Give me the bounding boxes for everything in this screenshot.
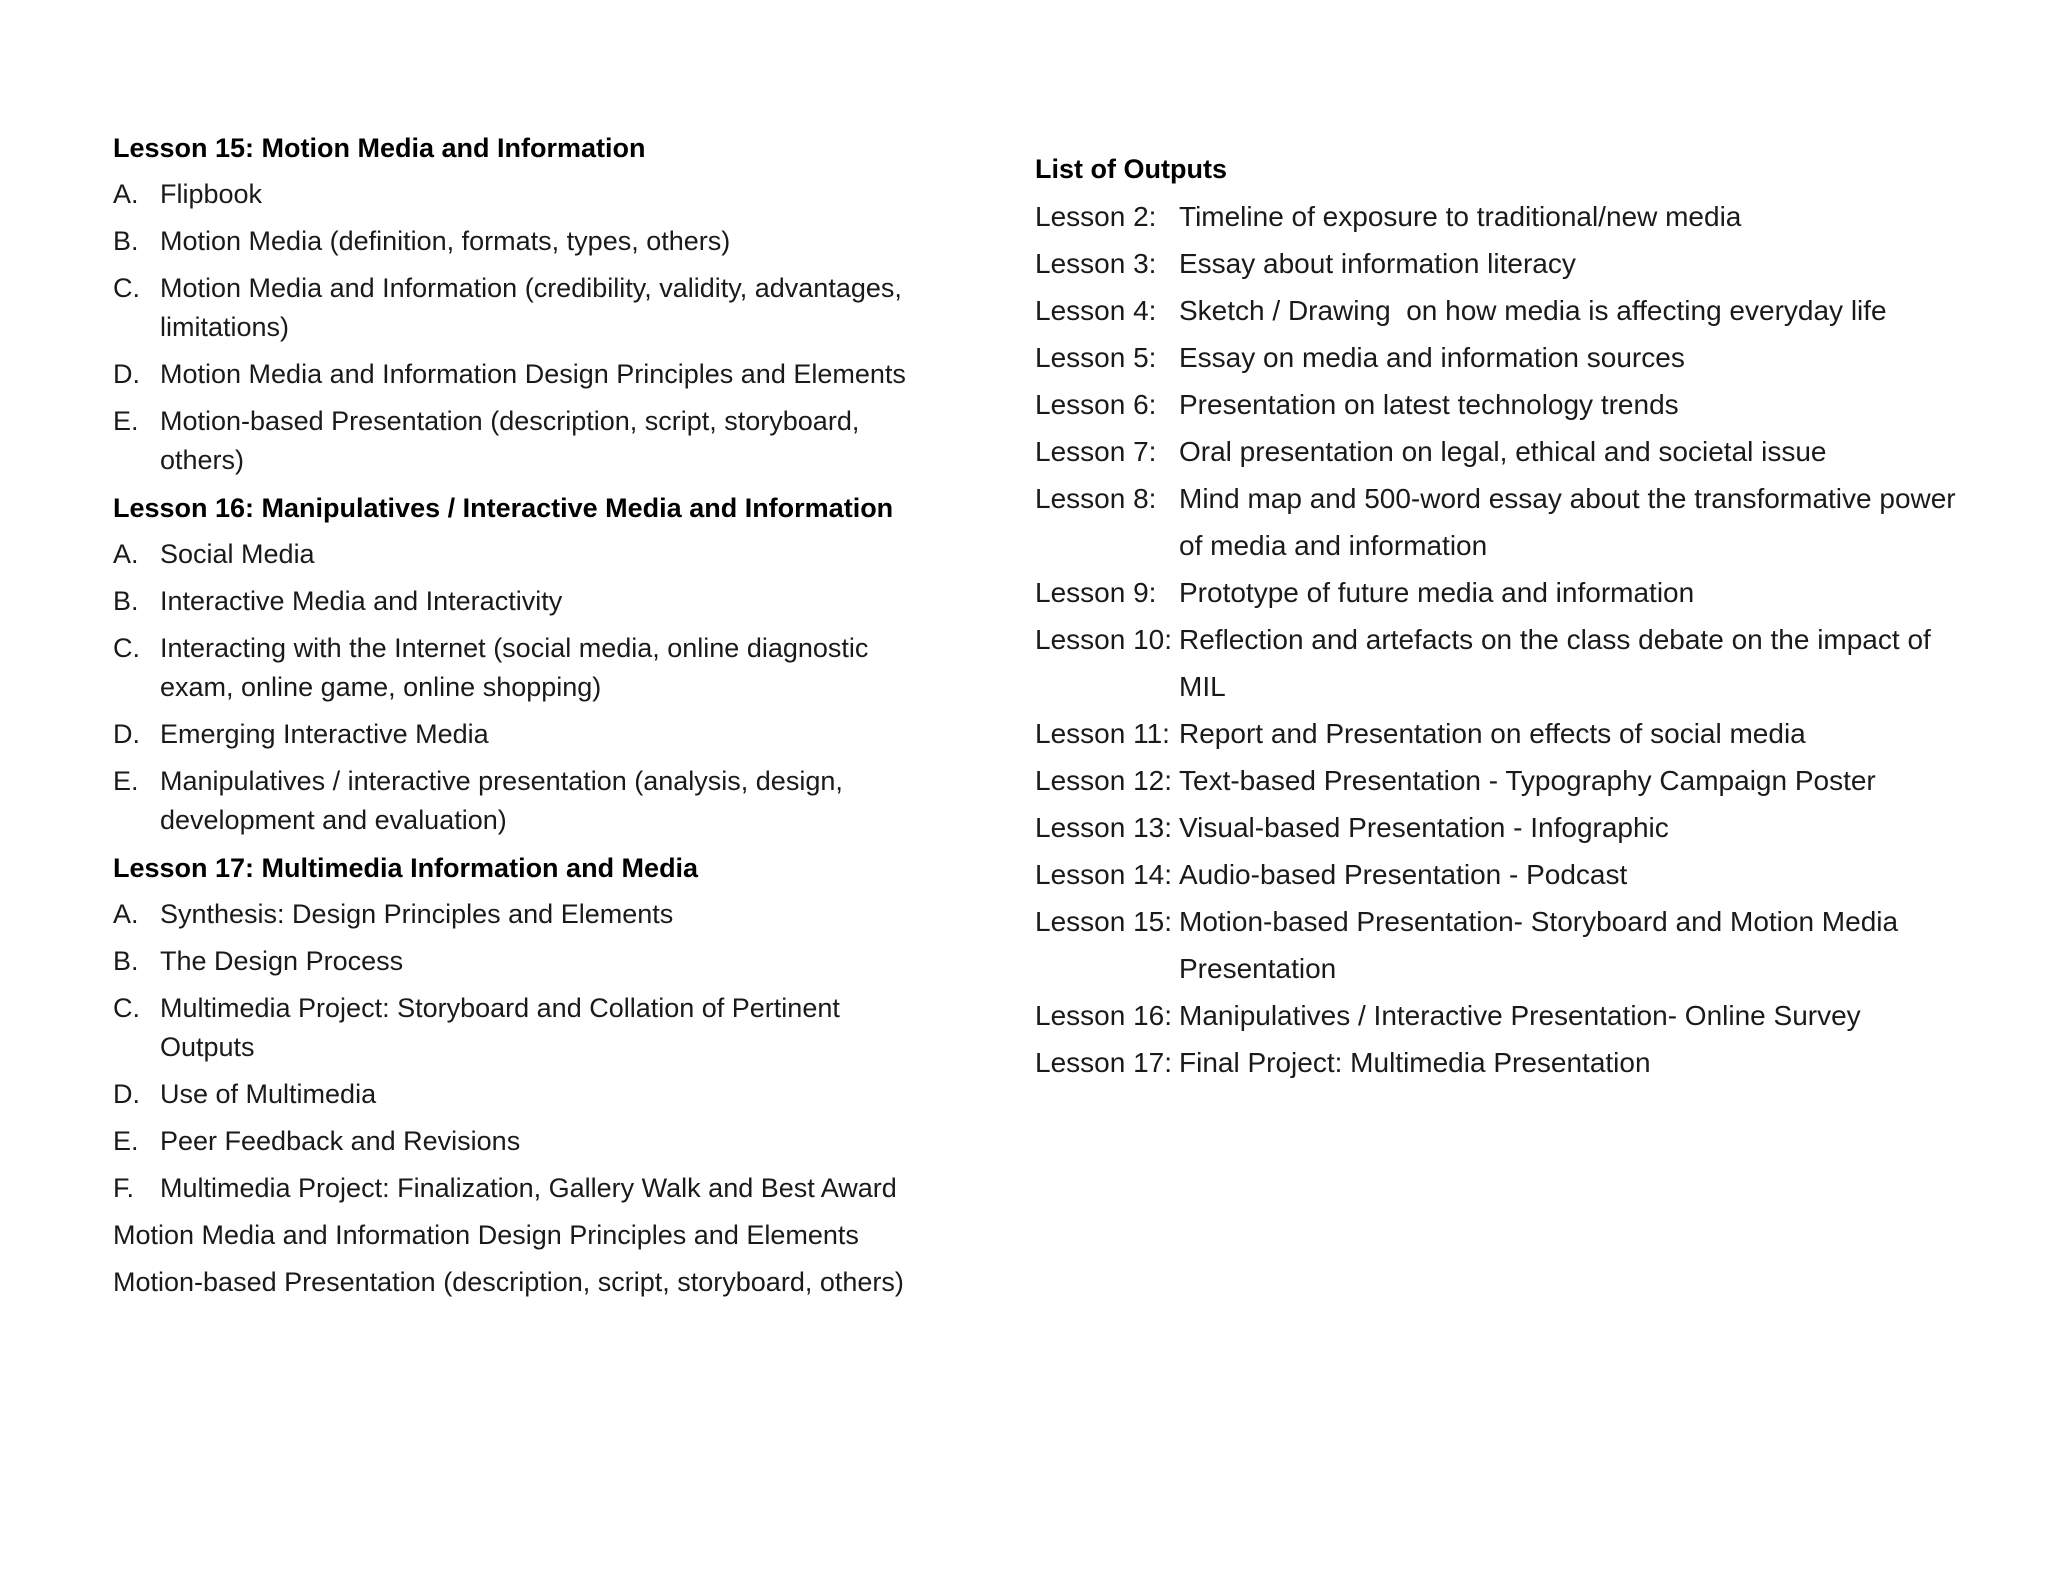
output-text: Essay about information literacy — [1179, 248, 1576, 279]
output-lesson-label: Lesson 8: — [1035, 483, 1157, 514]
list-item — [113, 762, 933, 840]
list-item — [113, 175, 933, 214]
list-item-text: Social Media — [160, 539, 315, 569]
output-text: Report and Presentation on effects of social media — [1179, 718, 1806, 749]
list-item-letter: B. — [113, 946, 139, 976]
output-row — [1035, 475, 1975, 569]
output-text: Oral presentation on legal, ethical and societal issue — [1179, 436, 1827, 467]
list-item-text: Multimedia Project: Finalization, Gallery Walk and Best Award — [160, 1173, 897, 1203]
list-item-text: Motion Media and Information (credibility, validity, advantages, limitations) — [160, 273, 902, 342]
outputs-column — [1035, 146, 1975, 1086]
output-lesson-label: Lesson 2: — [1035, 201, 1157, 232]
output-lesson-label: Lesson 4: — [1035, 295, 1157, 326]
lesson-16-heading: Lesson 16: Manipulatives / Interactive Media and Information — [113, 493, 894, 523]
output-row — [1035, 898, 1975, 992]
list-item-text: Motion Media (definition, formats, types, others) — [160, 226, 731, 256]
output-lesson-label: Lesson 14: — [1035, 859, 1172, 890]
output-row — [1035, 992, 1975, 1039]
output-lesson-label: Lesson 5: — [1035, 342, 1157, 373]
output-lesson-label: Lesson 16: — [1035, 1000, 1172, 1031]
lessons-column — [113, 128, 933, 1310]
trailing-paragraph: Motion-based Presentation (description, script, storyboard, others) — [113, 1267, 904, 1297]
list-item-letter: D. — [113, 1079, 140, 1109]
output-row — [1035, 240, 1975, 287]
list-item — [113, 402, 933, 480]
list-item — [113, 989, 933, 1067]
output-row — [1035, 193, 1975, 240]
output-text: Final Project: Multimedia Presentation — [1179, 1047, 1651, 1078]
output-row — [1035, 381, 1975, 428]
list-item — [113, 715, 933, 754]
list-item-letter: A. — [113, 179, 139, 209]
output-text: Timeline of exposure to traditional/new media — [1179, 201, 1742, 232]
list-item-letter: B. — [113, 586, 139, 616]
list-item-text: Synthesis: Design Principles and Elements — [160, 899, 674, 929]
output-lesson-label: Lesson 17: — [1035, 1047, 1172, 1078]
output-row — [1035, 334, 1975, 381]
list-item-text: Multimedia Project: Storyboard and Collation of Pertinent Outputs — [160, 993, 840, 1062]
trailing-paragraph: Motion Media and Information Design Principles and Elements — [113, 1220, 859, 1250]
list-item-letter: A. — [113, 899, 139, 929]
list-item-letter: B. — [113, 226, 139, 256]
output-text: Essay on media and information sources — [1179, 342, 1685, 373]
list-item-letter: D. — [113, 719, 140, 749]
list-item — [113, 1122, 933, 1161]
output-text: Audio-based Presentation - Podcast — [1179, 859, 1628, 890]
output-text: Presentation on latest technology trends — [1179, 389, 1679, 420]
list-item-text: Motion Media and Information Design Principles and Elements — [160, 359, 906, 389]
output-row — [1035, 616, 1975, 710]
output-text: Motion-based Presentation- Storyboard and Motion Media Presentation — [1179, 906, 1899, 984]
output-text: Mind map and 500-word essay about the transformative power of media and information — [1179, 483, 1956, 561]
output-lesson-label: Lesson 13: — [1035, 812, 1172, 843]
list-item-text: Flipbook — [160, 179, 263, 209]
output-row — [1035, 710, 1975, 757]
list-item-letter: D. — [113, 359, 140, 389]
list-item-letter: C. — [113, 993, 140, 1023]
output-text: Sketch / Drawing on how media is affecting everyday life — [1179, 295, 1887, 326]
output-lesson-label: Lesson 11: — [1035, 718, 1170, 749]
output-row — [1035, 428, 1975, 475]
list-item-letter: F. — [113, 1173, 135, 1203]
output-text: Prototype of future media and information — [1179, 577, 1695, 608]
output-lesson-label: Lesson 15: — [1035, 906, 1172, 937]
list-item-letter: E. — [113, 766, 139, 796]
output-text: Reflection and artefacts on the class debate on the impact of MIL — [1179, 624, 1931, 702]
list-item — [113, 222, 933, 261]
list-item — [113, 1169, 933, 1208]
output-lesson-label: Lesson 6: — [1035, 389, 1157, 420]
output-text: Text-based Presentation - Typography Campaign Poster — [1179, 765, 1876, 796]
output-lesson-label: Lesson 7: — [1035, 436, 1157, 467]
list-item — [113, 269, 933, 347]
list-item — [113, 535, 933, 574]
output-text: Manipulatives / Interactive Presentation- Online Survey — [1179, 1000, 1861, 1031]
list-item-text: Emerging Interactive Media — [160, 719, 489, 749]
output-lesson-label: Lesson 12: — [1035, 765, 1172, 796]
list-item-letter: C. — [113, 633, 140, 663]
output-row — [1035, 287, 1975, 334]
output-lesson-label: Lesson 9: — [1035, 577, 1157, 608]
list-item-text: Interactive Media and Interactivity — [160, 586, 563, 616]
list-item-text: The Design Process — [160, 946, 404, 976]
lesson-15-heading: Lesson 15: Motion Media and Information — [113, 133, 646, 163]
list-item-letter: E. — [113, 1126, 139, 1156]
output-row — [1035, 569, 1975, 616]
output-lesson-label: Lesson 3: — [1035, 248, 1157, 279]
list-item — [113, 942, 933, 981]
list-item-letter: A. — [113, 539, 139, 569]
list-item — [113, 355, 933, 394]
output-row — [1035, 851, 1975, 898]
list-item-text: Use of Multimedia — [160, 1079, 377, 1109]
list-item-text: Peer Feedback and Revisions — [160, 1126, 521, 1156]
output-text: Visual-based Presentation - Infographic — [1179, 812, 1669, 843]
list-item — [113, 629, 933, 707]
lesson-17-heading: Lesson 17: Multimedia Information and Media — [113, 853, 699, 883]
list-item-text: Motion-based Presentation (description, script, storyboard, others) — [160, 406, 860, 475]
list-item-text: Manipulatives / interactive presentation (analysis, design, development and evaluation) — [160, 766, 843, 835]
list-item — [113, 895, 933, 934]
output-row — [1035, 1039, 1975, 1086]
list-item-letter: C. — [113, 273, 140, 303]
output-row — [1035, 757, 1975, 804]
outputs-heading: List of Outputs — [1035, 154, 1227, 184]
output-row — [1035, 804, 1975, 851]
list-item-text: Interacting with the Internet (social media, online diagnostic exam, online game, online shopping) — [160, 633, 869, 702]
list-item — [113, 1075, 933, 1114]
output-lesson-label: Lesson 10: — [1035, 624, 1172, 655]
list-item — [113, 582, 933, 621]
list-item-letter: E. — [113, 406, 139, 436]
